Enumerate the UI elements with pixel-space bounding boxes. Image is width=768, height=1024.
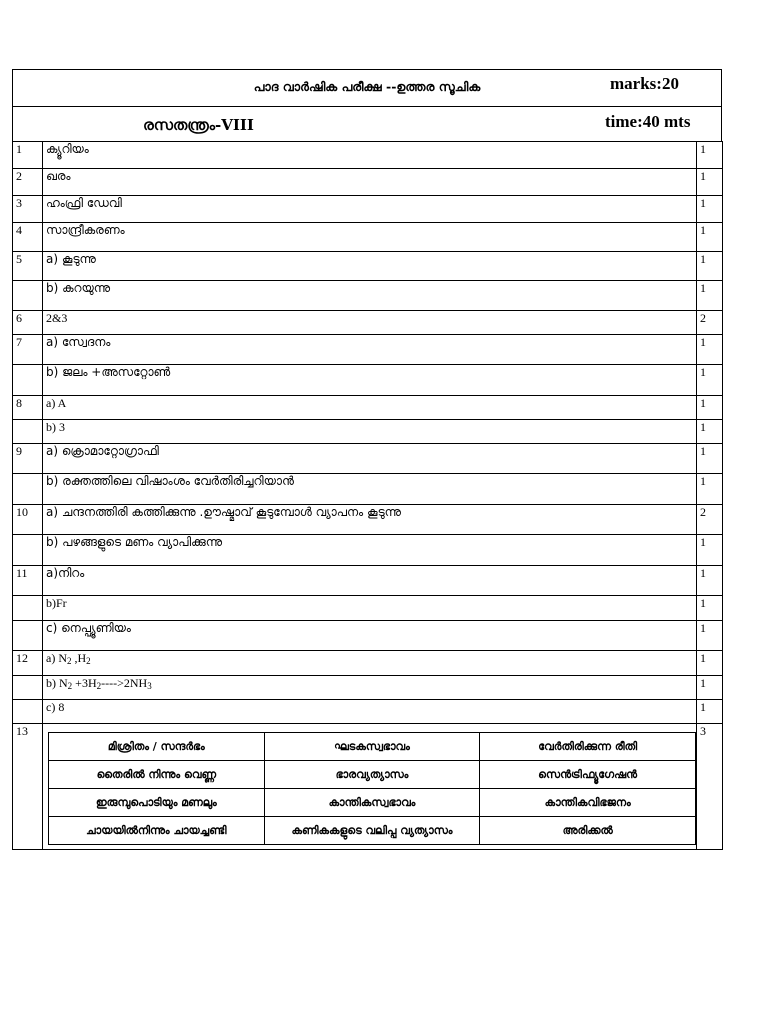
mark-value: 2 (697, 505, 723, 535)
inner-cell: ഭാരവ്യത്യാസം (264, 761, 480, 789)
mark-value: 1 (697, 420, 723, 444)
table-row (13, 566, 723, 596)
inner-cell: കണികകളുടെ വലിപ്പ വ്യത്യാസം (264, 817, 480, 845)
inner-cell: കാന്തികവിഭജനം (480, 789, 696, 817)
answer-text: a) A (43, 396, 697, 420)
inner-cell: ഇരുമ്പുപൊടിയും മണലും (49, 789, 265, 817)
inner-table-row (49, 733, 696, 761)
formula-text: ---->2NH (101, 676, 148, 690)
mark-value: 2 (697, 311, 723, 335)
answer-text: b) 3 (43, 420, 697, 444)
table-row (13, 621, 723, 651)
table-row (13, 281, 723, 311)
answer-text: a) ക്രൊമാറ്റോഗ്രാഫി (43, 444, 697, 474)
header-row-1 (12, 69, 722, 106)
separation-methods-table (48, 732, 696, 845)
answer-text: ഖരം (43, 169, 697, 196)
mark-value: 1 (697, 335, 723, 365)
mark-value: 1 (697, 535, 723, 566)
table-row (13, 596, 723, 621)
inner-table-row (49, 789, 696, 817)
mark-value: 1 (697, 474, 723, 505)
question-number: 8 (13, 396, 43, 420)
table-row (13, 142, 723, 169)
answer-text: ഹംഫ്രി ഡേവി (43, 196, 697, 223)
mark-value: 1 (697, 365, 723, 396)
question-number: 4 (13, 223, 43, 252)
question-number: 3 (13, 196, 43, 223)
question-number: 10 (13, 505, 43, 535)
mark-value: 1 (697, 281, 723, 311)
table-row (13, 444, 723, 474)
inner-cell: അരിക്കൽ (480, 817, 696, 845)
subscript: 2 (86, 656, 91, 666)
question-number: 5 (13, 252, 43, 281)
inner-cell: കാന്തികസ്വഭാവം (264, 789, 480, 817)
answer-text: a) ചന്ദനത്തിരി കത്തിക്കുന്നു .ഊഷ്മാവ് കൂടുമ്പോൾ വ്യാപനം കൂടുന്നു (43, 505, 697, 535)
question-number: 6 (13, 311, 43, 335)
table-row (13, 169, 723, 196)
answer-text: b) രക്തത്തിലെ വിഷാംശം വേർതിരിച്ചറിയാൻ (43, 474, 697, 505)
table-row (13, 676, 723, 700)
mark-value: 1 (697, 566, 723, 596)
question-number (13, 420, 43, 444)
mark-value: 1 (697, 676, 723, 700)
mark-value: 1 (697, 621, 723, 651)
inner-cell: സെൻട്രിഫ്യൂഗേഷൻ (480, 761, 696, 789)
answer-text: b)Fr (43, 596, 697, 621)
inner-cell: ചായയിൽനിന്നും ചായച്ചണ്ടി (49, 817, 265, 845)
mark-value: 1 (697, 196, 723, 223)
answer-text: ക്യൂറിയം (43, 142, 697, 169)
table-row (13, 365, 723, 396)
subscript: 2 (67, 681, 73, 691)
question-number (13, 676, 43, 700)
mark-value: 1 (697, 700, 723, 724)
mark-value: 1 (697, 223, 723, 252)
answer-formula (43, 676, 697, 700)
question-number: 13 (13, 724, 43, 850)
answer-text: b) ജലം +അസറ്റോൺ (43, 365, 697, 396)
answer-text: സാന്ദ്രീകരണം (43, 223, 697, 252)
q13-cell (43, 724, 697, 850)
question-number (13, 621, 43, 651)
table-row (13, 724, 723, 850)
question-number (13, 365, 43, 396)
subject-label: രസതന്ത്രം-VIII (143, 116, 254, 134)
formula-text: +3H (72, 676, 97, 690)
table-row (13, 474, 723, 505)
table-row (13, 252, 723, 281)
inner-table-row (49, 761, 696, 789)
time-label: time:40 mts (605, 112, 691, 131)
mark-value: 1 (697, 596, 723, 621)
inner-table-row (49, 817, 696, 845)
answer-text: a) സ്വേദനം (43, 335, 697, 365)
question-number (13, 596, 43, 621)
table-row (13, 335, 723, 365)
answer-table (12, 141, 723, 850)
formula-text: a) N (46, 651, 67, 665)
question-number: 2 (13, 169, 43, 196)
question-number (13, 535, 43, 566)
answer-text: a) കൂടുന്നു (43, 252, 697, 281)
mark-value: 1 (697, 444, 723, 474)
table-row (13, 196, 723, 223)
question-number (13, 700, 43, 724)
mark-value: 1 (697, 142, 723, 169)
table-row (13, 535, 723, 566)
mark-value: 1 (697, 651, 723, 676)
answer-text: b) കറയുന്നു (43, 281, 697, 311)
table-row (13, 223, 723, 252)
answer-text: c) 8 (43, 700, 697, 724)
formula-text: ,H (71, 651, 87, 665)
mark-value: 1 (697, 169, 723, 196)
table-row (13, 651, 723, 676)
question-number: 7 (13, 335, 43, 365)
marks-label: marks:20 (610, 74, 679, 93)
subscript: 3 (147, 681, 152, 691)
answer-text: b) പഴങ്ങളുടെ മണം വ്യാപിക്കുന്നു (43, 535, 697, 566)
question-number: 11 (13, 566, 43, 596)
answer-key-sheet (12, 69, 722, 850)
table-row (13, 396, 723, 420)
question-number: 1 (13, 142, 43, 169)
inner-cell: ഘടകസ്വഭാവം (264, 733, 480, 761)
answer-formula (43, 651, 697, 676)
question-number (13, 474, 43, 505)
exam-title: പാദ വാർഷിക പരീക്ഷ --ഉത്തര സൂചിക (253, 79, 481, 94)
question-number (13, 281, 43, 311)
formula-text: b) N (46, 676, 68, 690)
mark-value: 1 (697, 396, 723, 420)
table-row (13, 311, 723, 335)
mark-value: 1 (697, 252, 723, 281)
inner-cell: വേർതിരിക്കുന്ന രീതി (480, 733, 696, 761)
answer-text: c) നെപ്പ്യൂണിയം (43, 621, 697, 651)
answer-text: a)നിറം (43, 566, 697, 596)
header-row-2 (12, 106, 722, 141)
inner-cell: മിശ്രിതം / സന്ദർഭം (49, 733, 265, 761)
table-row (13, 420, 723, 444)
subscript: 2 (67, 656, 72, 666)
answer-text: 2&3 (43, 311, 697, 335)
question-number: 9 (13, 444, 43, 474)
inner-cell: തൈരിൽ നിന്നും വെണ്ണ (49, 761, 265, 789)
table-row (13, 700, 723, 724)
table-row (13, 505, 723, 535)
mark-value: 3 (697, 724, 723, 850)
question-number: 12 (13, 651, 43, 676)
subscript: 2 (96, 681, 102, 691)
